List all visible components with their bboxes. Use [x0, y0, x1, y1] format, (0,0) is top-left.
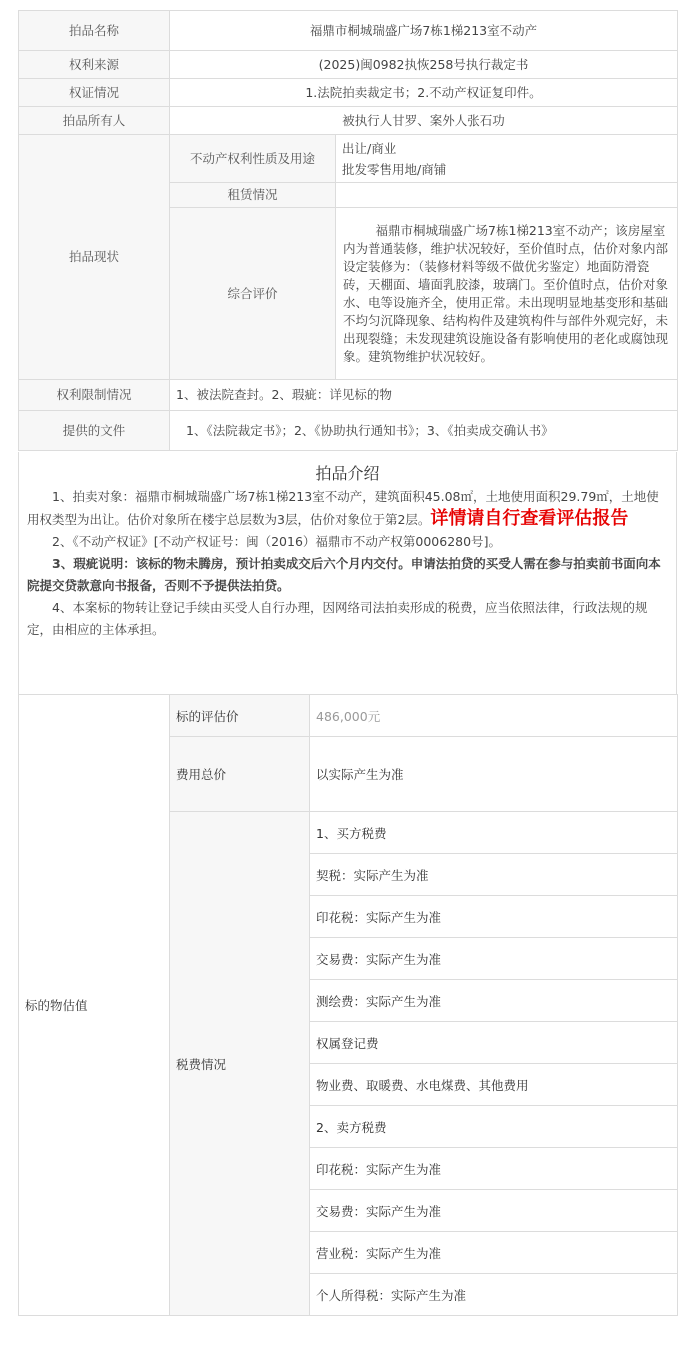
rights-source-value: (2025)闽0982执恢258号执行裁定书 [170, 51, 678, 79]
intro-paragraph-1 [19, 486, 676, 531]
auction-introduction [18, 452, 677, 695]
tax-label: 税费情况 [170, 812, 310, 1316]
tax-item: 1、买方税费 [310, 812, 678, 854]
rights-source-label: 权利来源 [19, 51, 170, 79]
certificate-value: 1.法院拍卖裁定书；2.不动产权证复印件。 [170, 79, 678, 107]
evaluation-value: 福鼎市桐城瑞盛广场7栋1梯213室不动产；该房屋室内为普通装修，维护状况较好，至价值时点，估价对象内部设定装修为：（装修材料等级不做优劣鉴定）地面防滑瓷砖，天棚面、墙面乳胶漆，玻璃门。至价值时点，估价对象水、电等设施齐全，使用正常。未出现明显地基变形和基础不均匀沉降现象、结构构件及建筑构件与部件外观完好，未出现裂缝；未发现建筑设施设备有影响使用的老化或腐蚀现象。建筑物维护状况较好。 [336, 208, 678, 380]
tax-item: 印花税：实际产生为准 [310, 896, 678, 938]
tax-item: 权属登记费 [310, 1022, 678, 1064]
lease-value [336, 183, 678, 208]
item-name-value: 福鼎市桐城瑞盛广场7栋1梯213室不动产 [170, 11, 678, 51]
intro-defect-notice: 3、瑕疵说明：该标的物未腾房，预计拍卖成交后六个月内交付。申请法拍贷的买受人需在参与拍卖前书面向本院提交贷款意向书报备，否则不予提供法拍贷。 [27, 556, 661, 593]
valuation-table [18, 694, 678, 1316]
tax-item: 交易费：实际产生为准 [310, 1190, 678, 1232]
tax-item: 营业税：实际产生为准 [310, 1232, 678, 1274]
intro-title: 拍品介绍 [315, 464, 380, 483]
valuation-section-label: 标的物估值 [19, 695, 170, 1316]
restriction-label: 权利限制情况 [19, 380, 170, 411]
owner-label: 拍品所有人 [19, 107, 170, 135]
tax-item: 印花税：实际产生为准 [310, 1148, 678, 1190]
intro-paragraph-2: 2、《不动产权证》[不动产权证号：闽（2016）福鼎市不动产权第0006280号]。 [52, 534, 501, 549]
property-nature-value [336, 135, 678, 183]
property-nature-label: 不动产权利性质及用途 [170, 135, 336, 183]
property-nature-line-2: 批发零售用地/商铺 [342, 161, 447, 177]
intro-paragraph-1-text: 1、拍卖对象：福鼎市桐城瑞盛广场7栋1梯213室不动产，建筑面积45.08㎡，土地使用面积29.79㎡，土地使用权类型为出让。估价对象所在楼宇总层数为3层，估价对象位于第2层。 [27, 489, 659, 527]
item-name-label: 拍品名称 [19, 11, 170, 51]
documents-label: 提供的文件 [19, 411, 170, 451]
lease-label: 租赁情况 [170, 183, 336, 208]
appraisal-price-label: 标的评估价 [170, 695, 310, 737]
evaluation-label: 综合评价 [170, 208, 336, 380]
tax-item: 物业费、取暖费、水电煤费、其他费用 [310, 1064, 678, 1106]
total-cost-label: 费用总价 [170, 737, 310, 812]
documents-value: 1、《法院裁定书》；2、《协助执行通知书》；3、《拍卖成交确认书》 [170, 411, 678, 451]
tax-item: 契税：实际产生为准 [310, 854, 678, 896]
tax-item: 测绘费：实际产生为准 [310, 980, 678, 1022]
total-cost-value: 以实际产生为准 [310, 737, 678, 812]
property-nature-line-1: 出让/商业 [342, 140, 397, 156]
appraisal-price-value: 486,000元 [310, 695, 678, 737]
status-label: 拍品现状 [19, 135, 170, 380]
certificate-label: 权证情况 [19, 79, 170, 107]
restriction-value: 1、被法院查封。2、瑕疵：详见标的物 [170, 380, 678, 411]
tax-item: 个人所得税：实际产生为准 [310, 1274, 678, 1316]
tax-item: 2、卖方税费 [310, 1106, 678, 1148]
intro-paragraph-4: 4、本案标的物转让登记手续由买受人自行办理，因网络司法拍卖形成的税费，应当依照法律，行政法规的规定，由相应的主体承担。 [27, 600, 648, 637]
owner-value: 被执行人甘罗、案外人张石功 [170, 107, 678, 135]
auction-info-table [18, 10, 678, 451]
see-report-notice: 详情请自行查看评估报告 [430, 508, 629, 529]
tax-item: 交易费：实际产生为准 [310, 938, 678, 980]
